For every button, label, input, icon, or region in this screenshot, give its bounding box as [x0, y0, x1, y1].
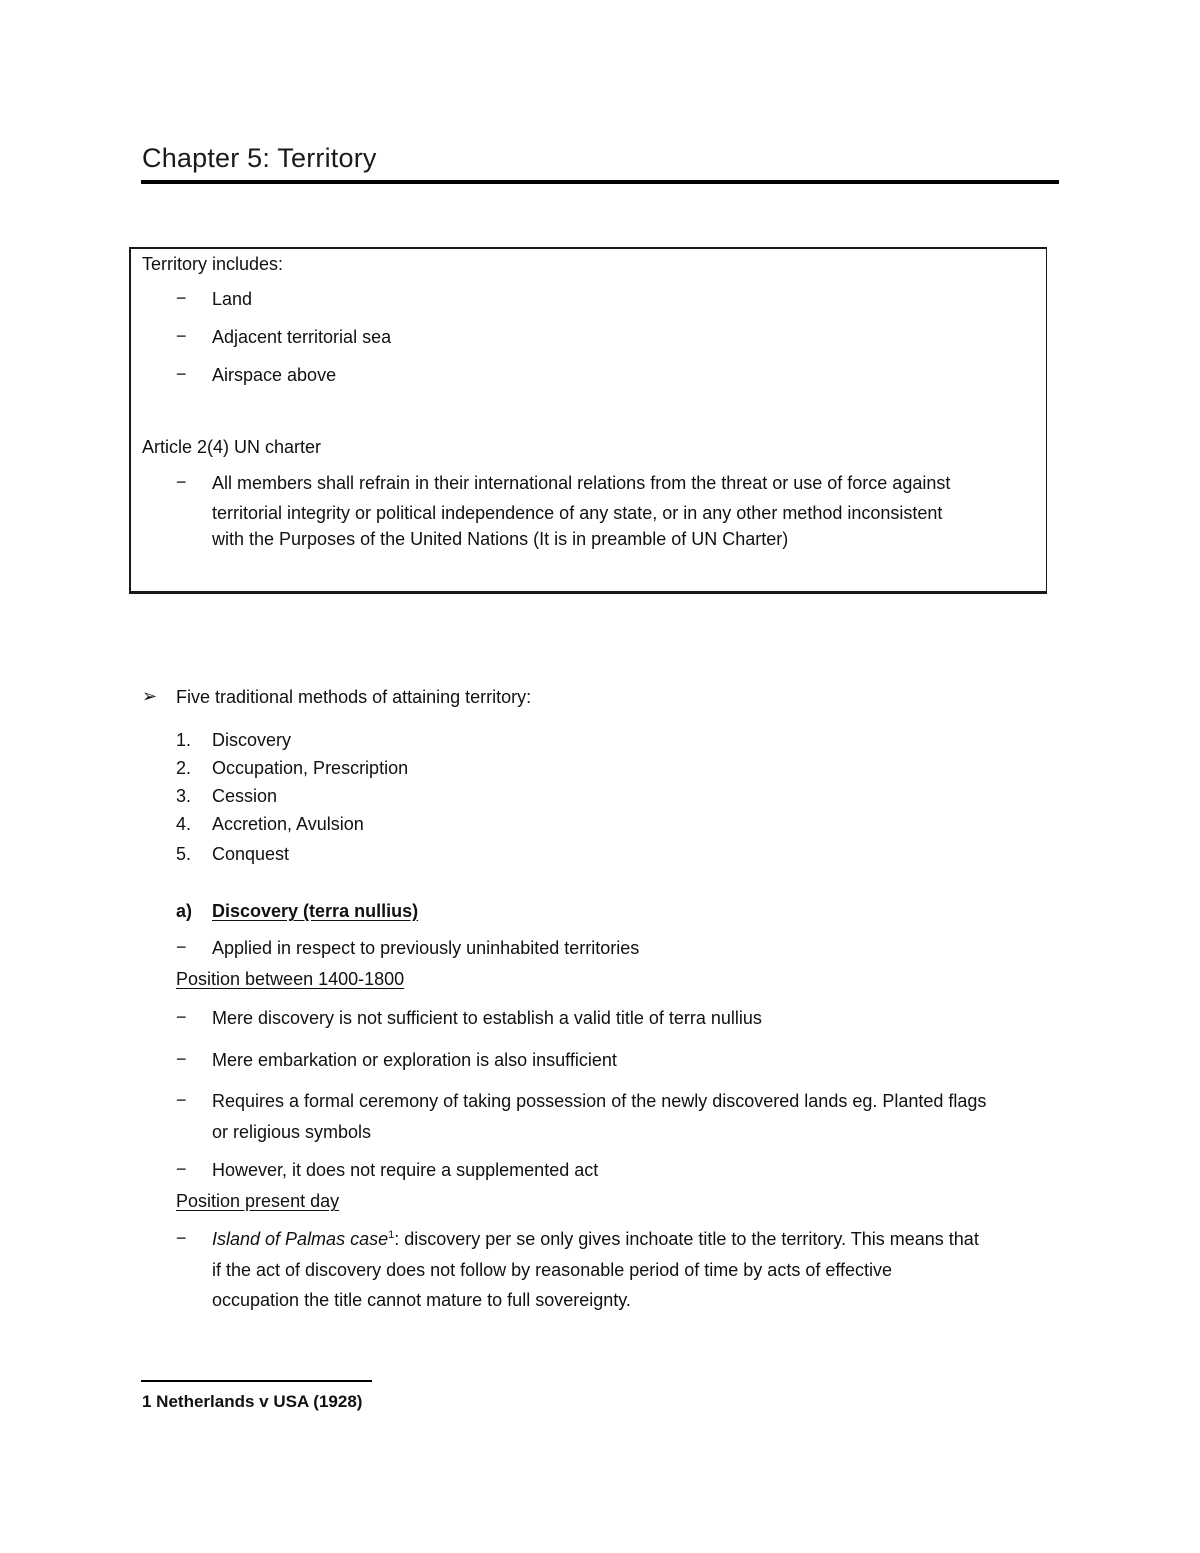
- dash-icon: −: [176, 1090, 187, 1110]
- methods-heading: Five traditional methods of attaining territory:: [176, 687, 532, 707]
- page-title: Chapter 5: Territory: [142, 143, 377, 173]
- position-heading: Position present day: [176, 1191, 340, 1211]
- dash-icon: −: [176, 1159, 187, 1179]
- territory-item-land: Land: [212, 289, 253, 309]
- section-heading: Discovery (terra nullius): [212, 901, 419, 921]
- footnote: 1 Netherlands v USA (1928): [142, 1392, 363, 1411]
- position-point: Mere discovery is not sufficient to establish a valid title of terra nullius: [212, 1008, 762, 1028]
- dash-icon: −: [176, 1049, 187, 1069]
- position-point: Requires a formal ceremony of taking possession of the newly discovered lands eg. Planted flags: [212, 1091, 987, 1111]
- dash-icon: −: [176, 1007, 187, 1027]
- position-point: However, it does not require a supplemented act: [212, 1160, 599, 1180]
- method-item: Conquest: [212, 844, 290, 864]
- position-point: Mere embarkation or exploration is also insufficient: [212, 1050, 617, 1070]
- footnote-separator: [141, 1380, 372, 1382]
- section-point: Applied in respect to previously uninhabited territories: [212, 938, 640, 958]
- method-number: 4.: [176, 814, 192, 834]
- method-number: 5.: [176, 844, 192, 864]
- footnote-ref[interactable]: 1: [388, 1229, 395, 1241]
- method-number: 2.: [176, 758, 192, 778]
- arrow-bullet-icon: ➢: [142, 686, 158, 706]
- method-item: Discovery: [212, 730, 292, 750]
- case-line: occupation the title cannot mature to full sovereignty.: [212, 1290, 631, 1310]
- title-underline: [141, 180, 1059, 184]
- article-text-line: with the Purposes of the United Nations (It is in preamble of UN Charter): [212, 529, 789, 549]
- method-item: Occupation, Prescription: [212, 758, 409, 778]
- case-text: : discovery per se only gives inchoate title to the territory. This means that: [394, 1229, 979, 1249]
- position-heading: Position between 1400-1800: [176, 969, 405, 989]
- dash-icon: −: [176, 937, 187, 957]
- case-name: Island of Palmas case: [212, 1229, 389, 1249]
- method-number: 1.: [176, 730, 192, 750]
- article-text-line: All members shall refrain in their international relations from the threat or use of force against: [212, 473, 951, 493]
- territory-intro: Territory includes:: [142, 254, 284, 274]
- article-heading: Article 2(4) UN charter: [142, 437, 322, 457]
- method-item: Cession: [212, 786, 278, 806]
- dash-icon: −: [176, 326, 187, 346]
- dash-icon: −: [176, 472, 187, 492]
- dash-icon: −: [176, 288, 187, 308]
- territory-item-airspace: Airspace above: [212, 365, 337, 385]
- section-marker: a): [176, 901, 193, 921]
- position-point-continued: or religious symbols: [212, 1122, 372, 1142]
- article-text-line: territorial integrity or political independence of any state, or in any other method inconsistent: [212, 503, 943, 523]
- territory-item-sea: Adjacent territorial sea: [212, 327, 392, 347]
- method-number: 3.: [176, 786, 192, 806]
- case-line: if the act of discovery does not follow by reasonable period of time by acts of effective: [212, 1260, 893, 1280]
- dash-icon: −: [176, 364, 187, 384]
- method-item: Accretion, Avulsion: [212, 814, 364, 834]
- case-line: [212, 1228, 979, 1250]
- dash-icon: −: [176, 1228, 187, 1248]
